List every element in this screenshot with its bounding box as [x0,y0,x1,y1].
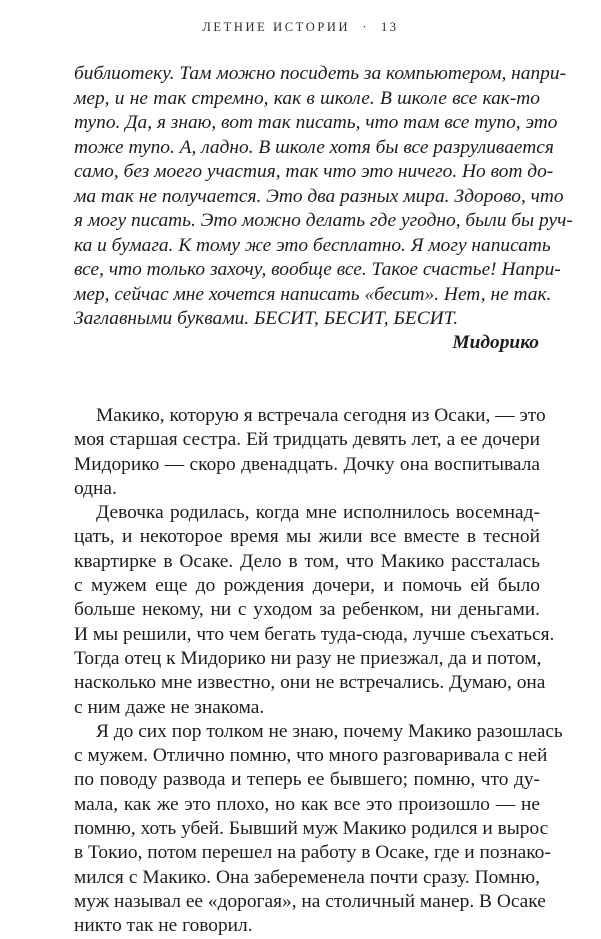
letter-line: тупо. Да, я знаю, вот так писать, что там все тупо, это [74,112,558,133]
body-line: мала, как же это плохо, но как все это произошло — не [74,793,540,815]
letter-line: все, что только захочу, вообще все. Такое счастье! Напри- [74,259,561,280]
body-line: И мы решили, что чем бегать туда-сюда, лучше съехаться. [74,623,555,645]
running-header [0,20,601,35]
letter-block [74,62,573,332]
body-line: цать, и некоторое время мы жили все вместе в тесной [74,526,540,548]
letter-line: ка и бумага. К тому же это бесплатно. Я могу написать [74,234,551,256]
body-line: одна. [74,477,117,499]
body-line: Тогда отец к Мидорико ни разу не приезжал, да и потом, [74,647,542,669]
body-line: помню, хоть убей. Бывший муж Макико родился и вырос [74,818,549,840]
body-line: в Токио, потом перешел на работу в Осаке, где и познако- [74,842,551,864]
letter-line: ма так не получается. Это два разных мира. Здорово, что [74,185,564,207]
letter-signature: Мидорико [452,332,539,353]
body-line: по поводу развода и теперь ее бывшего; помню, что ду- [74,769,540,791]
body-line: больше некому, ни с уходом за ребенком, ни деньгами. [74,599,540,621]
body-line: с мужем. Отлично помню, что много разговаривала с ней [74,745,548,767]
body-line: квартирке в Осаке. Дело в том, что Макико рассталась [74,550,540,572]
letter-line: Заглавными буквами. БЕСИТ, БЕСИТ, БЕСИТ. [74,308,459,329]
body-line: мился с Макико. Она забеременела почти сразу. Помню, [74,866,540,888]
letter-line: библиотеку. Там можно посидеть за компьютером, напри- [74,63,567,84]
body-line: никто так не говорил. [74,915,253,937]
body-line: Девочка родилась, когда мне исполнилось восемнад- [96,502,540,524]
body-line: с ним даже не знакома. [74,696,265,718]
letter-line: само, без моего участия, так что это ничего. Но вот до- [74,161,554,182]
body-line: Мидорико — скоро двенадцать. Дочку она воспитывала [74,453,540,475]
body-line: насколько мне известно, они не встречались. Думаю, она [74,672,546,694]
running-header-separator: · [362,20,369,34]
body-line: моя старшая сестра. Ей тридцать девять лет, а ее дочери [74,429,540,451]
body-text [74,404,563,939]
letter-line: я могу писать. Это можно делать где угодно, были бы руч- [74,210,573,231]
body-line: Макико, которую я встречала сегодня из Осаки, — это [96,405,546,426]
letter-line: мер, сейчас мне хочется написать «бесит». Нет, не так. [74,283,552,305]
letter-line: тоже тупо. А, ладно. В школе хотя бы все разруливается [74,136,554,158]
body-line: с мужем еще до рождения дочери, и помочь ей было [74,575,540,597]
letter-line: мер, и не так стремно, как в школе. В школе все как-то [74,87,540,109]
body-line: Я до сих пор толком не знаю, почему Макико разошлась [96,720,563,742]
running-header-title: ЛЕТНИЕ ИСТОРИИ [202,20,351,34]
body-line: муж называл ее «дорогая», на столичный манер. В Осаке [74,890,546,912]
page-number: 13 [380,20,399,34]
